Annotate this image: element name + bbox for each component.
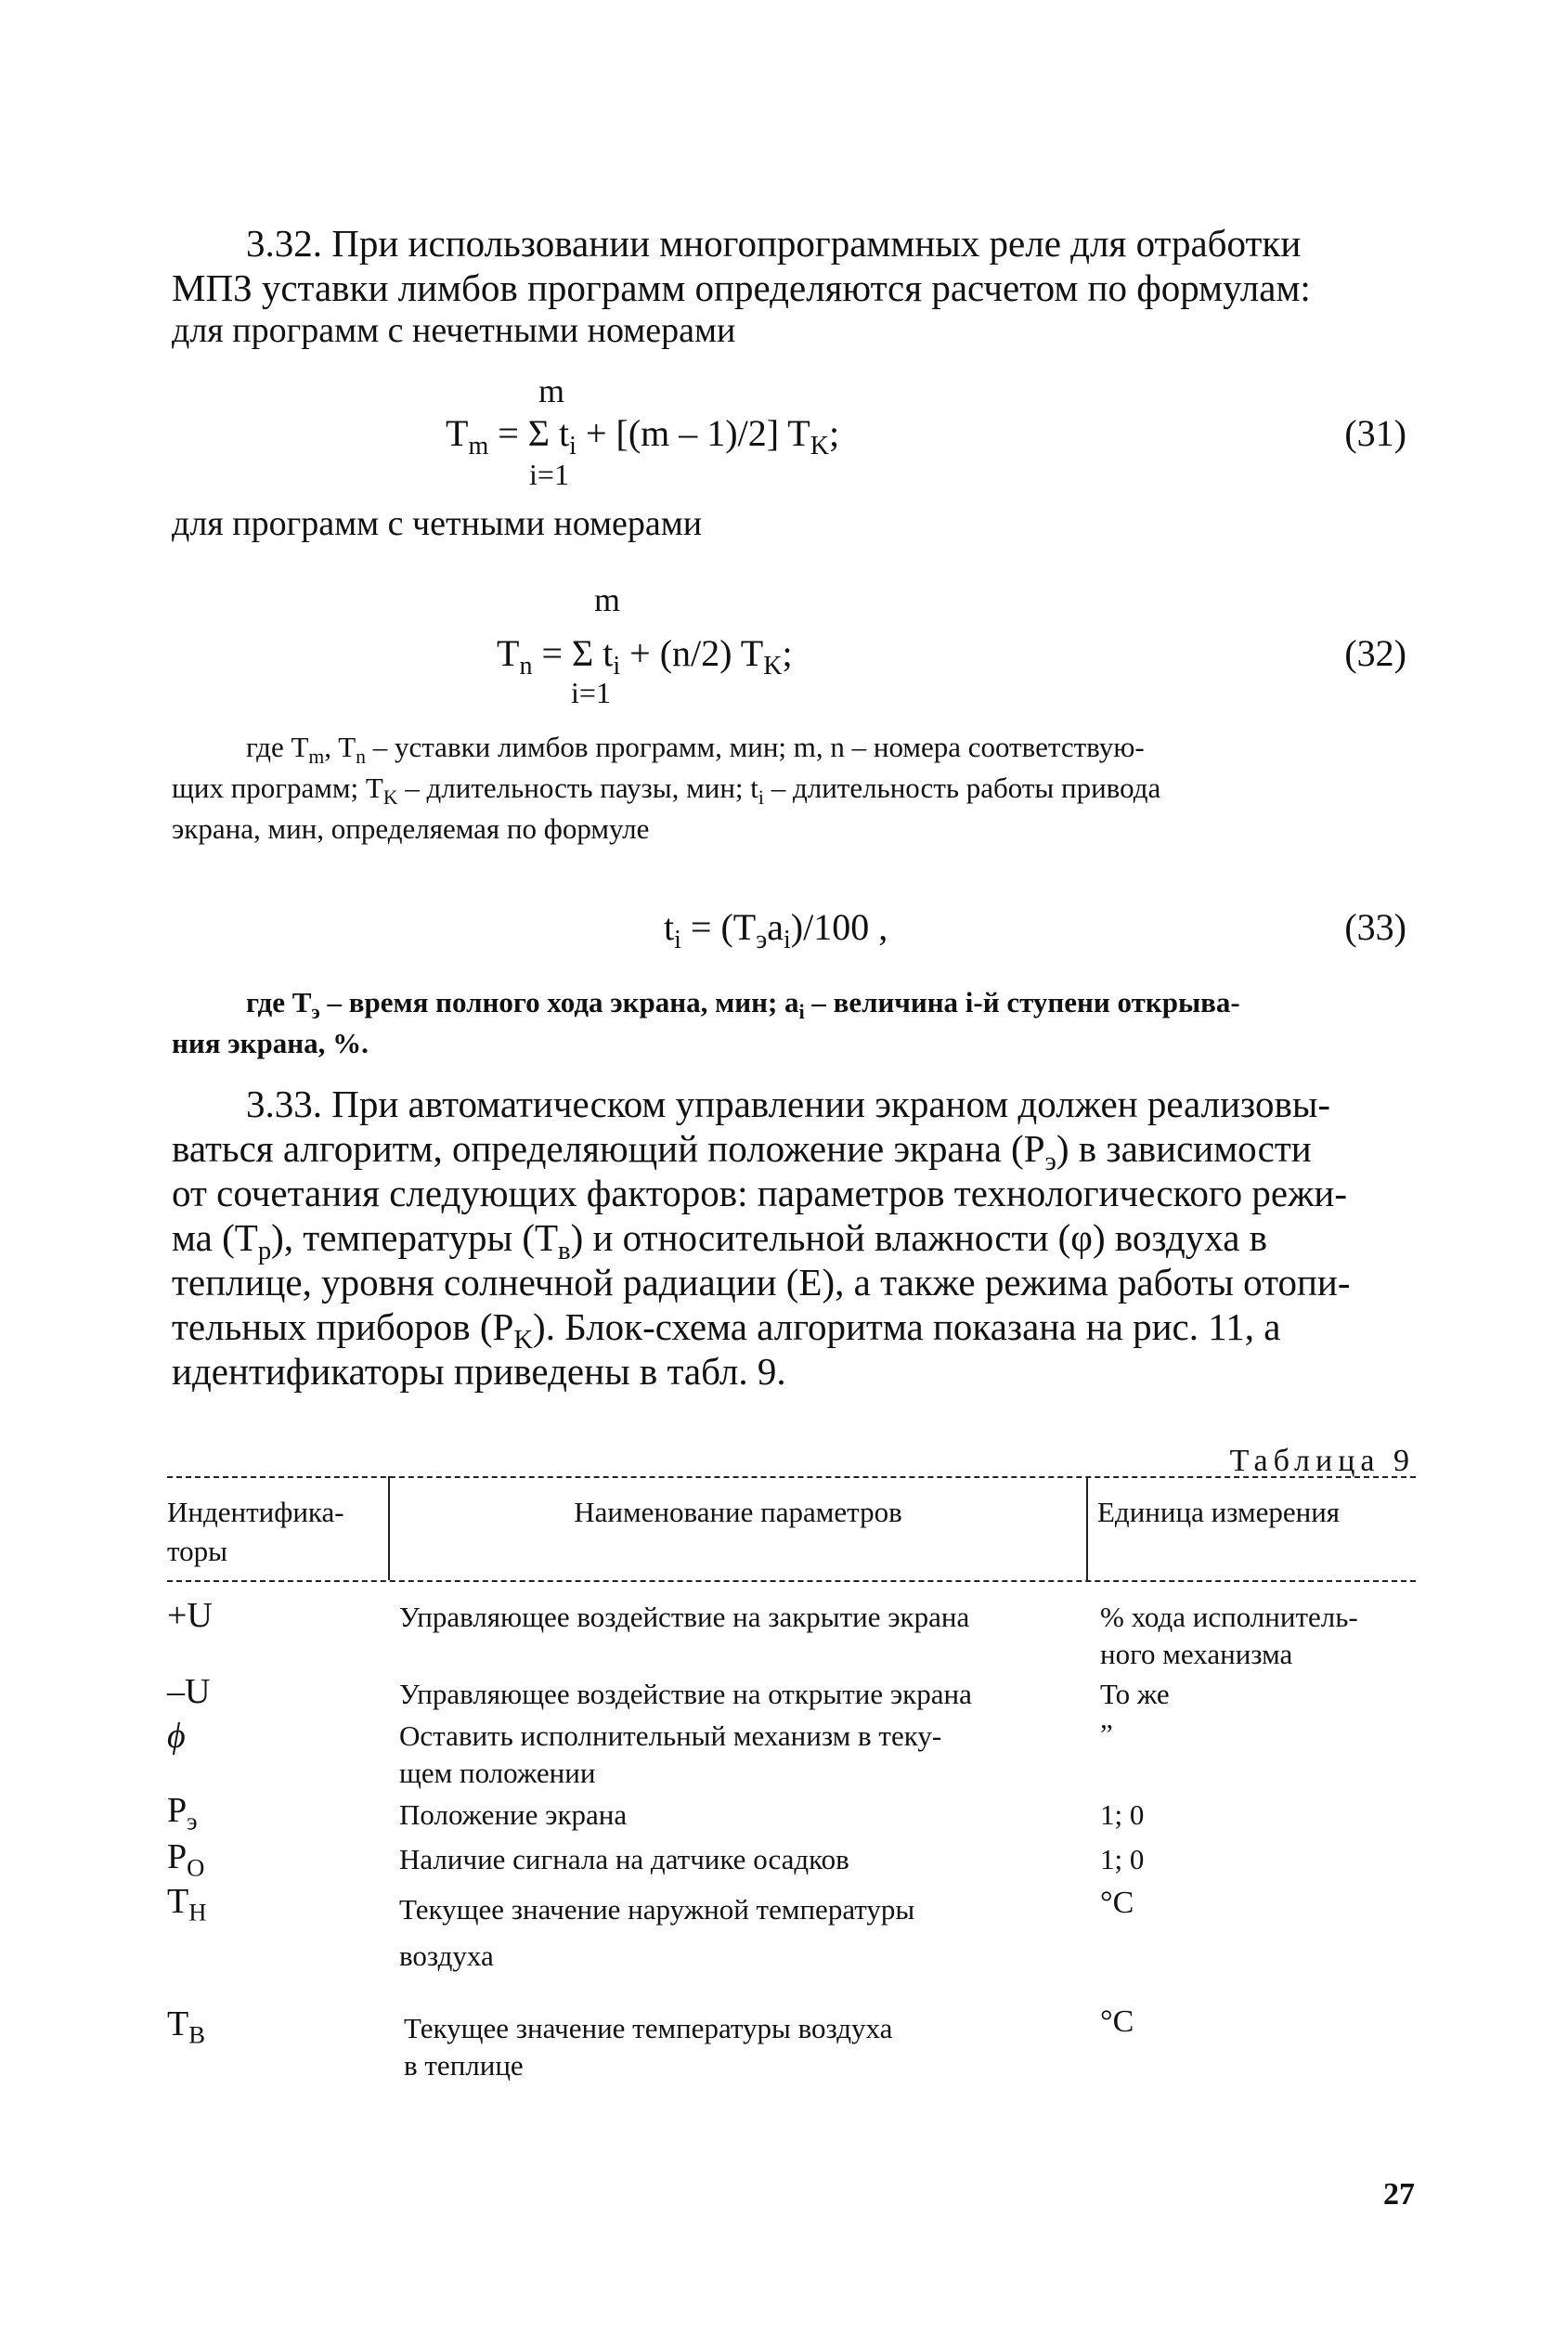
where-paragraph-1-line1: где $T_m$, $T_n$ – уставки лимбов программ, мин; m, n – номера соответствую- (246, 731, 1145, 769)
section-3-32-line2: МПЗ уставки лимбов программ определяются расчетом по формулам: (172, 266, 1311, 309)
where-paragraph-2-line1: где $T_э$ – время полного хода экрана, мин; $a_i$ – величина i-й ступени открыва- (246, 986, 1240, 1024)
eq32-formula: $T_n = \Sigma$ $t_i + (n/2)$ $T_K$; (497, 632, 793, 681)
row-unit: 1; 0 (1100, 1843, 1145, 1875)
row-parameter-name: Наличие сигнала на датчике осадков (399, 1843, 849, 1875)
row-identifier: $T_H$ (167, 1882, 207, 1926)
row-identifier: ϕ (167, 1717, 186, 1756)
where-paragraph-1-line2: щих программ; $T_K$ – длительность паузы, мин; $t_i$ – длительность работы привода (172, 772, 1161, 810)
row-parameter-name: Оставить исполнительный механизм в теку- щем положении (399, 1719, 942, 1789)
eq31-lower-limit: i=1 (529, 458, 569, 491)
row-unit: ” (1100, 1718, 1113, 1750)
row-parameter-name: Управляющее воздействие на закрытие экрана (399, 1601, 970, 1633)
table-header-identifiers: Индентифика- торы (167, 1496, 344, 1567)
section-3-33-line2: ваться алгоритм, определяющий положение экрана $(P_э)$ в зависимости (172, 1127, 1312, 1177)
row-unit: То же (1100, 1678, 1170, 1710)
section-3-33-line4: ма $(T_p)$, температуры $(T_в)$ и относительной влажности (φ) воздуха в (172, 1216, 1268, 1266)
section-3-32-line1: 3.32. При использовании многопрограммных реле для отработки (246, 222, 1302, 265)
table-header-divider-1 (388, 1476, 390, 1580)
eq31-upper-limit: m (538, 372, 565, 409)
row-unit: 1; 0 (1100, 1798, 1145, 1831)
row-parameter-name: Положение экрана (399, 1798, 628, 1831)
where-paragraph-2-line2: ния экрана, %. (172, 1027, 369, 1059)
table-top-rule (167, 1476, 1416, 1478)
section-3-33-line6: тельных приборов $(P_K)$. Блок-схема алгоритма показана на рис. 11, а (172, 1305, 1281, 1356)
table-caption: Таблица 9 (1229, 1444, 1415, 1478)
eq33-number: (33) (1344, 906, 1406, 948)
page-number: 27 (1383, 2177, 1415, 2212)
eq33-formula: $t_i = (T_эa_i)/100$ , (664, 906, 888, 954)
eq32-number: (32) (1344, 632, 1406, 674)
row-unit: °C (1100, 2004, 1134, 2039)
equation-31 (172, 371, 1416, 492)
section-3-33-line3: от сочетания следующих факторов: параметров технологического режи- (172, 1172, 1348, 1214)
equation-32 (172, 580, 1416, 709)
table-header-rule (167, 1580, 1416, 1582)
table-9 (167, 1476, 1416, 2080)
eq32-upper-limit: m (594, 581, 621, 618)
row-identifier: +U (167, 1596, 213, 1635)
eq31-formula: $T_m = \Sigma$ $t_i + [(m - 1)/2]$ $T_K$; (446, 412, 840, 461)
section-3-33-line5: теплице, уровня солнечной радиации (E), а также режима работы отопи- (172, 1261, 1351, 1304)
row-parameter-name: Управляющее воздействие на открытие экрана (399, 1678, 972, 1710)
section-3-33-line7: идентификаторы приведены в табл. 9. (172, 1350, 786, 1393)
row-unit: % хода исполнитель- ного механизма (1100, 1601, 1358, 1670)
row-unit: °C (1100, 1886, 1134, 1920)
row-parameter-name: Текущее значение наружной температуры воздуха (399, 1893, 915, 1972)
row-identifier: $P_э$ (167, 1791, 198, 1836)
where-paragraph-1-line3: экрана, мин, определяемая по формуле (172, 812, 650, 845)
eq32-lower-limit: i=1 (571, 676, 611, 709)
row-identifier: –U (167, 1672, 211, 1711)
equation-33 (172, 896, 1416, 961)
section-3-32-line3: для программ с нечетными номерами (172, 311, 736, 350)
row-identifier: $P_O$ (167, 1837, 205, 1882)
even-programs-label: для программ с четными номерами (172, 504, 703, 543)
row-parameter-name: Текущее значение температуры воздуха в теплице (404, 2012, 893, 2082)
table-header-unit: Единица измерения (1097, 1496, 1341, 1528)
eq31-number: (31) (1344, 412, 1406, 454)
table-header-parameter-name: Наименование параметров (574, 1496, 902, 1528)
row-identifier: $T_B$ (167, 2004, 205, 2049)
table-header-divider-2 (1086, 1476, 1088, 1580)
section-3-33-line1: 3.33. При автоматическом управлении экраном должен реализовы- (246, 1083, 1331, 1125)
